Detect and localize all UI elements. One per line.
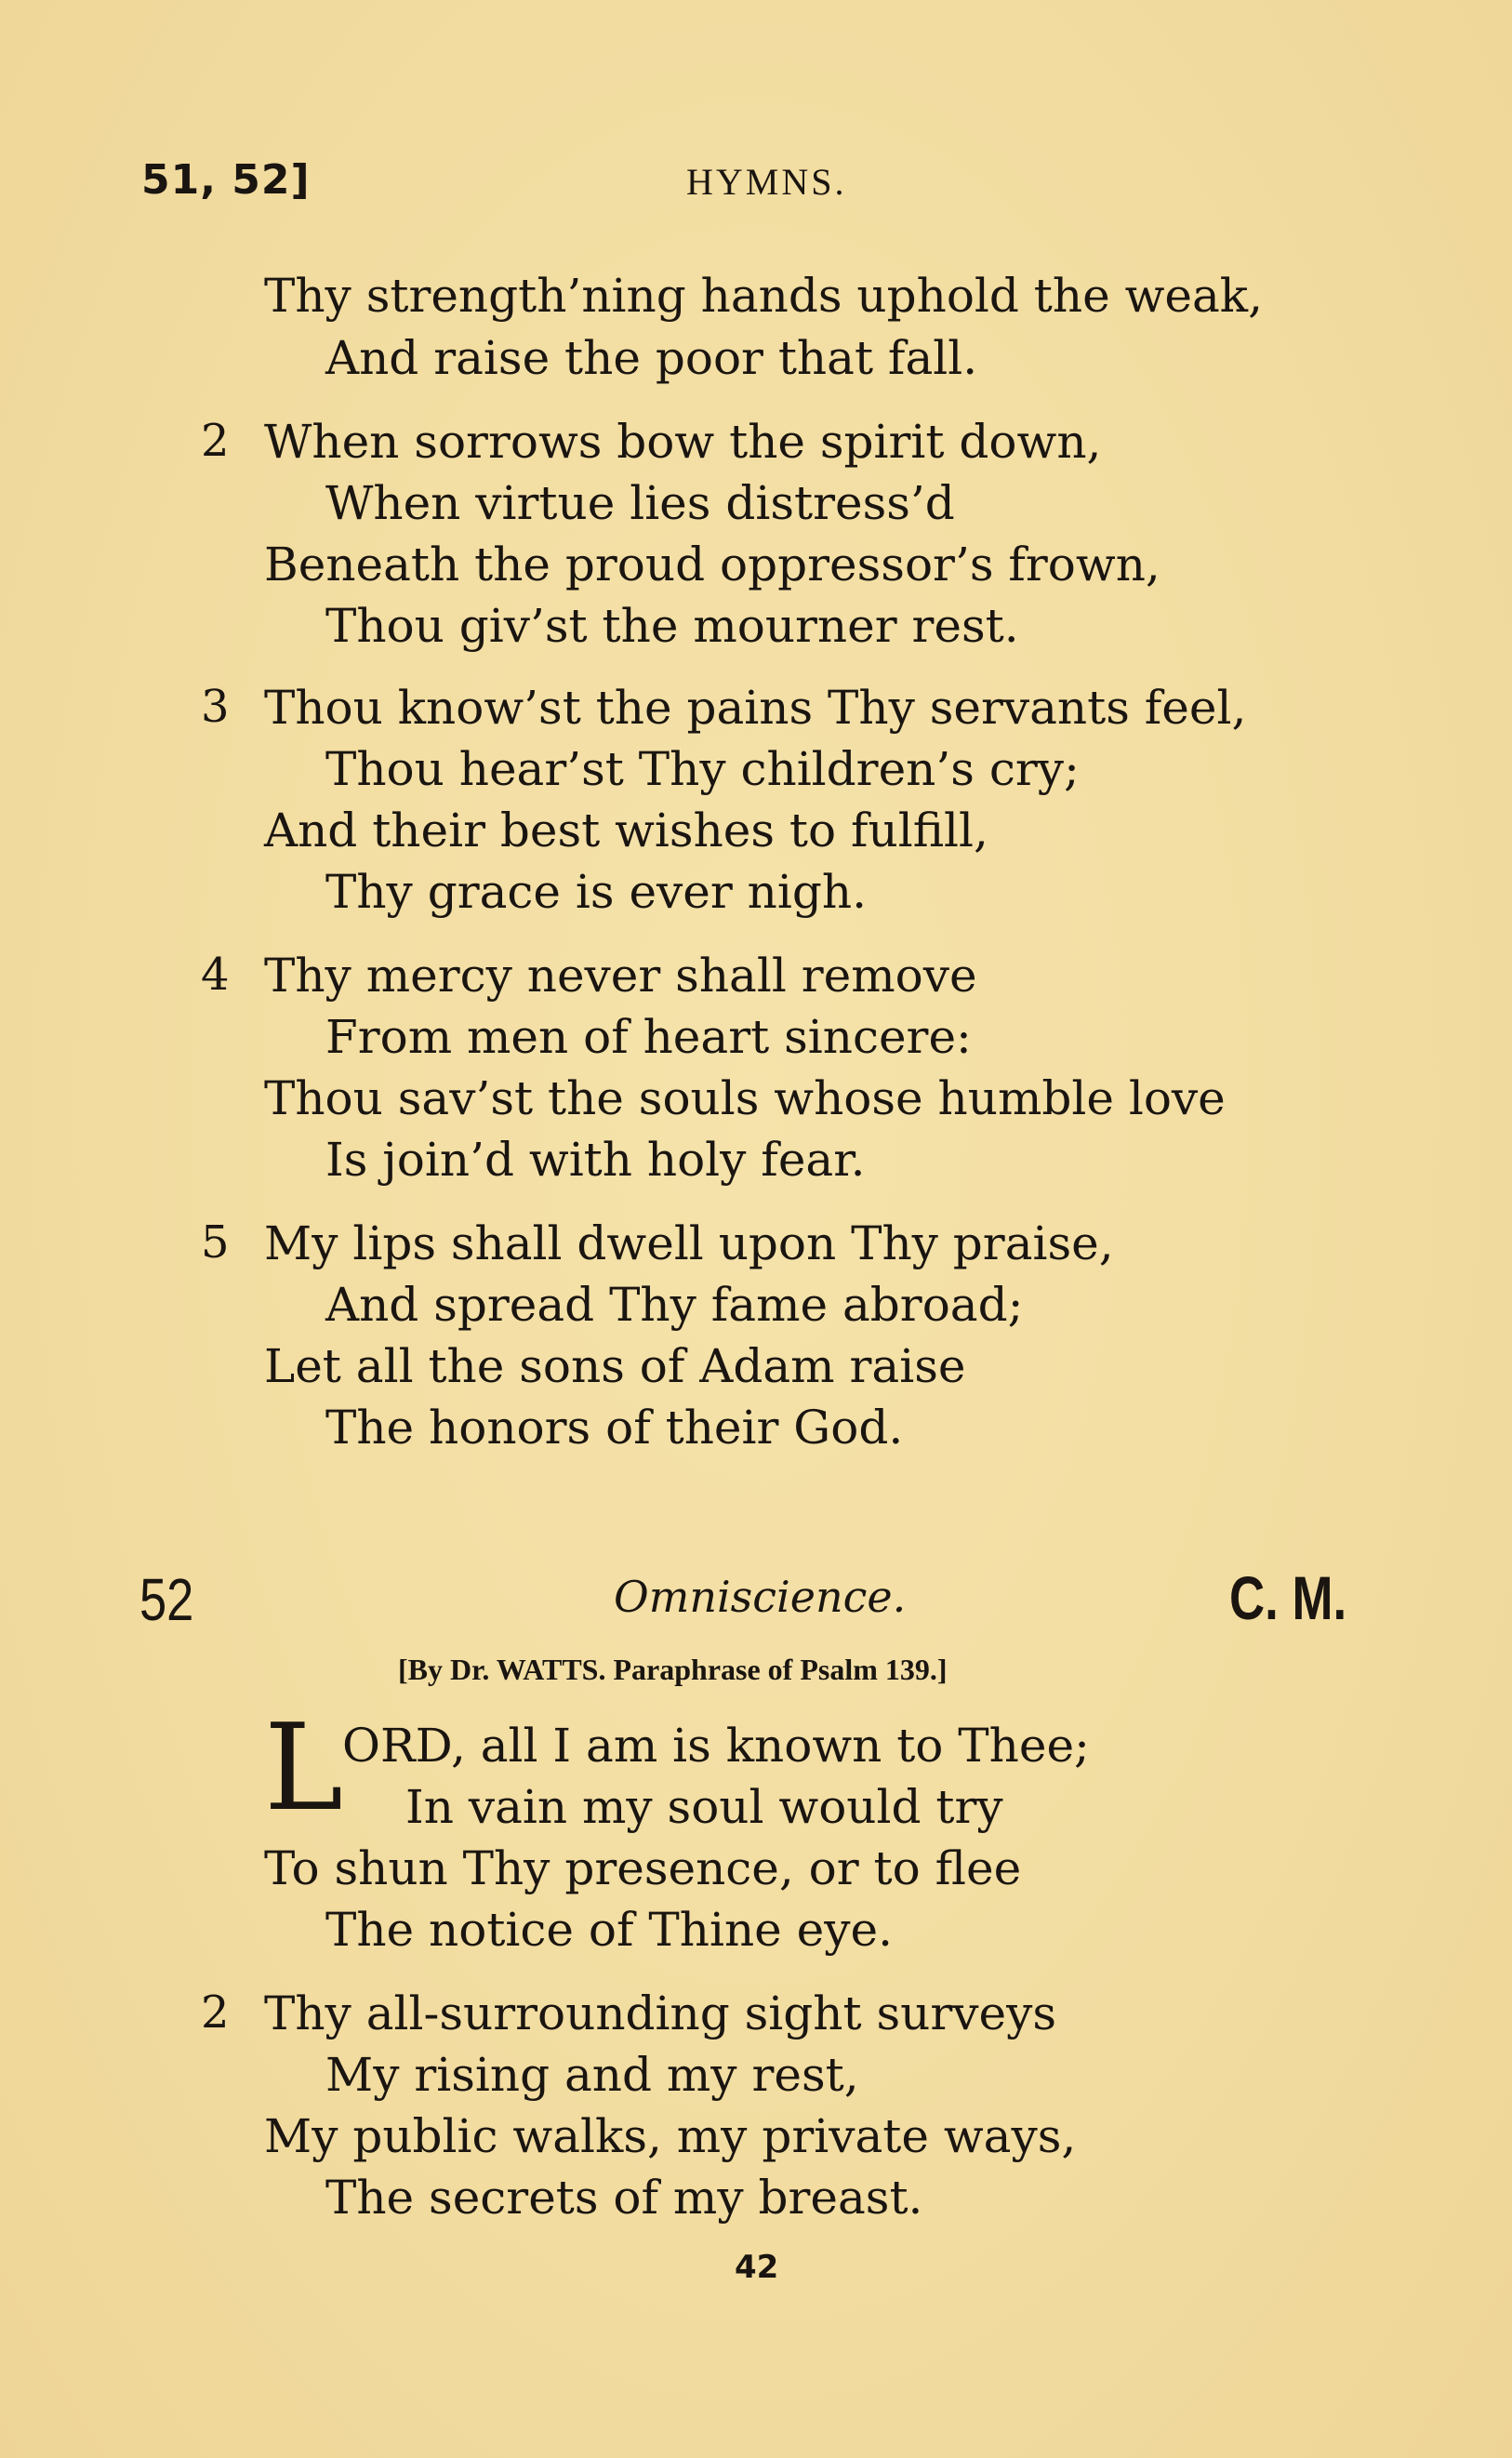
verse-line: To shun Thy presence, or to flee bbox=[264, 1841, 1022, 1895]
hymn-attribution: [By Dr. WATTS. Paraphrase of Psalm 139.] bbox=[398, 1653, 948, 1686]
stanza-number: 4 bbox=[201, 949, 230, 1001]
verse-line: From men of heart sincere: bbox=[325, 1010, 972, 1064]
verse-line: Thy grace is ever nigh. bbox=[325, 865, 867, 919]
verse-line: The honors of their God. bbox=[325, 1401, 904, 1455]
continuation-line: Thy strength’ning hands uphold the weak, bbox=[264, 269, 1263, 323]
verse-line: Is join’d with holy fear. bbox=[325, 1133, 866, 1187]
verse-line: My public walks, my private ways, bbox=[264, 2109, 1077, 2163]
stanza-number: 3 bbox=[201, 681, 230, 733]
hymn-meter: C. M. bbox=[1229, 1563, 1347, 1632]
verse-line: Beneath the proud oppressor’s frown, bbox=[264, 538, 1161, 591]
verse-line: Thy mercy never shall remove bbox=[264, 949, 977, 1003]
verse-line: And spread Thy fame abroad; bbox=[325, 1278, 1024, 1332]
verse-line: Thou giv’st the mourner rest. bbox=[325, 599, 1019, 653]
verse-line: Thy all-surrounding sight surveys bbox=[264, 1986, 1057, 2040]
verse-line: And their best wishes to fulfill, bbox=[264, 804, 988, 857]
verse-line: My lips shall dwell upon Thy praise, bbox=[264, 1216, 1114, 1270]
verse-line: When virtue lies distress’d bbox=[325, 476, 955, 530]
stanza-number: 2 bbox=[201, 415, 230, 467]
verse-line: My rising and my rest, bbox=[325, 2048, 859, 2102]
hymn-title: Omniscience. bbox=[614, 1572, 907, 1622]
verse-line: Thou sav’st the souls whose humble love bbox=[264, 1071, 1226, 1125]
verse-line: When sorrows bow the spirit down, bbox=[264, 415, 1102, 469]
drop-cap: L bbox=[264, 1699, 343, 1838]
stanza-number: 5 bbox=[201, 1216, 230, 1269]
running-head bbox=[0, 156, 1512, 212]
verse-line: The secrets of my breast. bbox=[325, 2171, 923, 2225]
verse-line: Thou know’st the pains Thy servants feel, bbox=[264, 681, 1247, 735]
verse-line: Thou hear’st Thy children’s cry; bbox=[325, 742, 1080, 796]
verse-line: ORD, all I am is known to Thee; bbox=[342, 1719, 1090, 1773]
running-title: HYMNS. bbox=[686, 161, 847, 203]
continuation-line: And raise the poor that fall. bbox=[325, 331, 978, 385]
verse-line: The notice of Thine eye. bbox=[325, 1903, 893, 1957]
verse-line: In vain my soul would try bbox=[405, 1780, 1003, 1834]
hymn-number: 52 bbox=[139, 1566, 194, 1633]
stanza-number: 2 bbox=[201, 1986, 230, 2039]
page-number: 42 bbox=[735, 2249, 779, 2286]
verse-line: Let all the sons of Adam raise bbox=[264, 1339, 966, 1393]
page-range: 51, 52] bbox=[141, 156, 311, 204]
